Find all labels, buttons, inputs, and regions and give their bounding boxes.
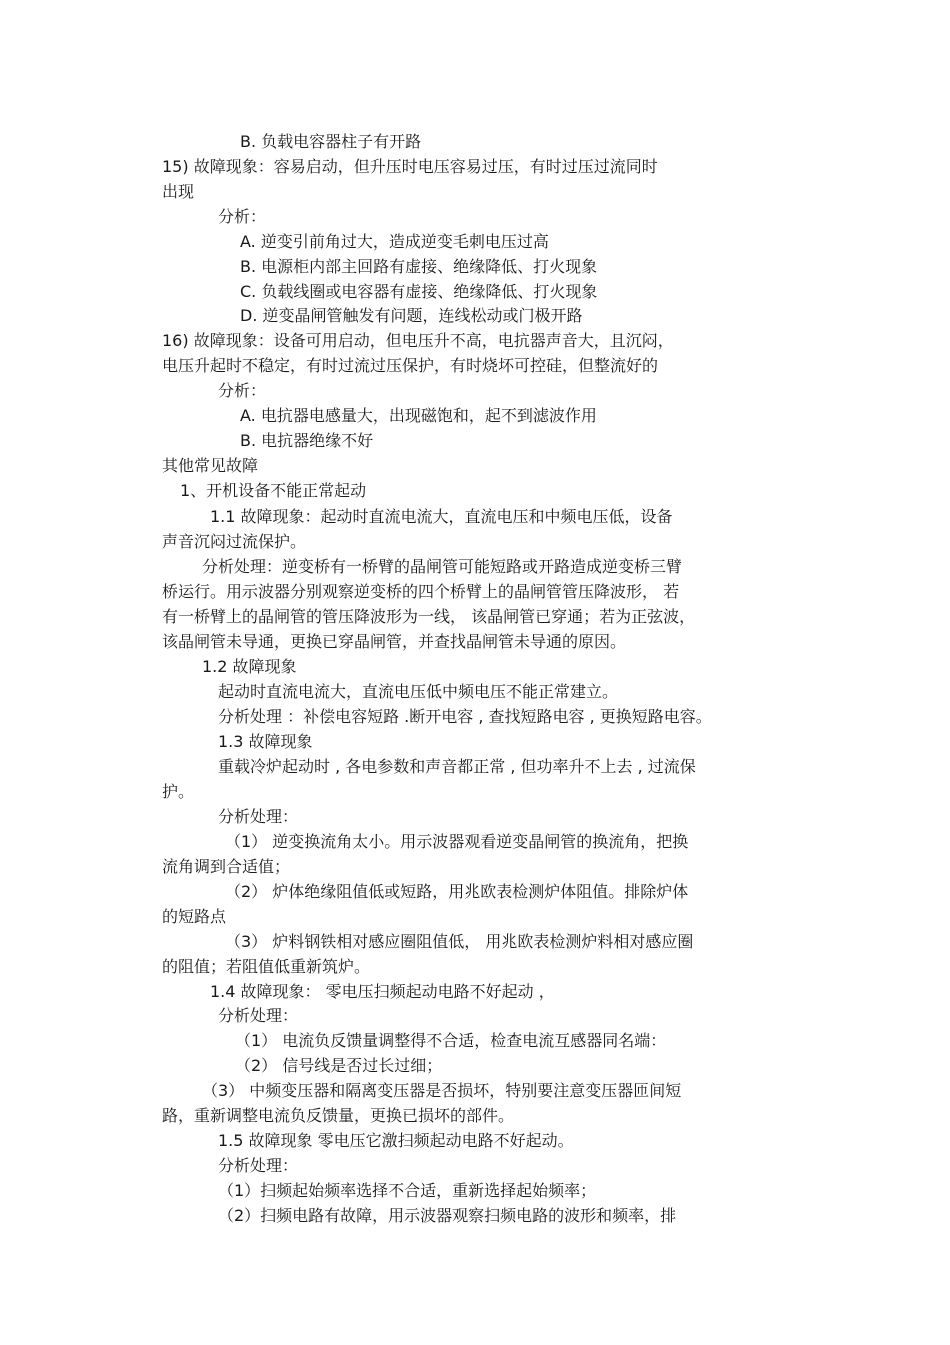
- line-41: 1.5 故障现象 零电压它激扫频起动电路不好起动。: [218, 1131, 574, 1150]
- line-06: B. 电源柜内部主回路有虚接、绝缘降低、打火现象: [240, 257, 598, 276]
- line-22: 1.2 故障现象: [202, 657, 297, 676]
- line-12: A. 电抗器电感量大，出现磁饱和，起不到滤波作用: [240, 406, 597, 425]
- line-05: A. 逆变引前角过大，造成逆变毛刺电压过高: [240, 232, 549, 251]
- line-02: 15) 故障现象：容易启动，但升压时电压容易过压，有时过压过流同时: [162, 157, 658, 176]
- line-40: 路，重新调整电流负反馈量，更换已损坏的部件。: [162, 1106, 515, 1125]
- line-42: 分析处理：: [218, 1156, 299, 1175]
- line-29: （1） 逆变换流角太小。用示波器观看逆变晶闸管的换流角，把换: [225, 832, 689, 851]
- line-11: 分析：: [218, 381, 267, 400]
- line-14: 其他常见故障: [162, 456, 259, 475]
- line-30: 流角调到合适值；: [162, 857, 291, 876]
- line-13: B. 电抗器绝缘不好: [240, 431, 374, 450]
- line-27: 护。: [162, 782, 195, 801]
- line-28: 分析处理：: [218, 807, 299, 826]
- line-07: C. 负载线圈或电容器有虚接、绝缘降低、打火现象: [240, 282, 598, 301]
- line-15: 1、开机设备不能正常起动: [180, 481, 367, 500]
- line-04: 分析：: [218, 207, 267, 226]
- line-03: 出现: [162, 182, 195, 201]
- line-34: 的阻值；若阻值低重新筑炉。: [162, 957, 371, 976]
- line-17: 声音沉闷过流保护。: [162, 532, 307, 551]
- line-26: 重载冷炉起动时 , 各电参数和声音都正常 , 但功率升不上去 , 过流保: [218, 757, 696, 776]
- line-08: D. 逆变晶闸管触发有问题，连线松动或门极开路: [240, 306, 583, 325]
- line-36: 分析处理：: [218, 1006, 299, 1025]
- line-16: 1.1 故障现象：起动时直流电流大，直流电压和中频电压低，设备: [210, 507, 673, 526]
- line-09: 16) 故障现象：设备可用启动，但电压升不高，电抗器声音大，且沉闷，: [162, 331, 674, 350]
- line-19: 桥运行。用示波器分别观察逆变桥的四个桥臂上的晶闸管管压降波形， 若: [162, 582, 680, 601]
- line-38: （2） 信号线是否过长过细；: [235, 1056, 443, 1075]
- line-20: 有一桥臂上的晶闸管的管压降波形为一线， 该晶闸管已穿通；若为正弦波，: [162, 607, 696, 626]
- line-43: （1）扫频起始频率选择不合适，重新选择起始频率；: [218, 1181, 597, 1200]
- line-23: 起动时直流电流大，直流电压低中频电压不能正常建立。: [218, 682, 619, 701]
- line-21: 该晶闸管未导通，更换已穿晶闸管，并查找晶闸管未导通的原因。: [162, 632, 627, 651]
- line-01: B. 负载电容器柱子有开路: [240, 132, 422, 151]
- line-10: 电压升起时不稳定，有时过流过压保护，有时烧坏可控硅，但整流好的: [162, 356, 659, 375]
- line-39: （3） 中频变压器和隔离变压器是否损坏，特别要注意变压器匝间短: [202, 1081, 682, 1100]
- line-35: 1.4 故障现象： 零电压扫频起动电路不好起动 ，: [210, 982, 555, 1001]
- line-31: （2） 炉体绝缘阻值低或短路，用兆欧表检测炉体阻值。排除炉体: [225, 882, 689, 901]
- line-37: （1） 电流负反馈量调整得不合适，检查电流互感器同名端：: [235, 1031, 667, 1050]
- line-32: 的短路点: [162, 907, 227, 926]
- line-44: （2）扫频电路有故障，用示波器观察扫频电路的波形和频率，排: [218, 1206, 677, 1225]
- line-33: （3） 炉料钢铁相对感应圈阻值低， 用兆欧表检测炉料相对感应圈: [225, 932, 694, 951]
- line-24: 分析处理 ：补偿电容短路 .断开电容 , 查找短路电容 , 更换短路电容。: [218, 707, 712, 726]
- line-25: 1.3 故障现象: [218, 732, 313, 751]
- line-18: 分析处理：逆变桥有一桥臂的晶闸管可能短路或开路造成逆变桥三臂: [202, 557, 683, 576]
